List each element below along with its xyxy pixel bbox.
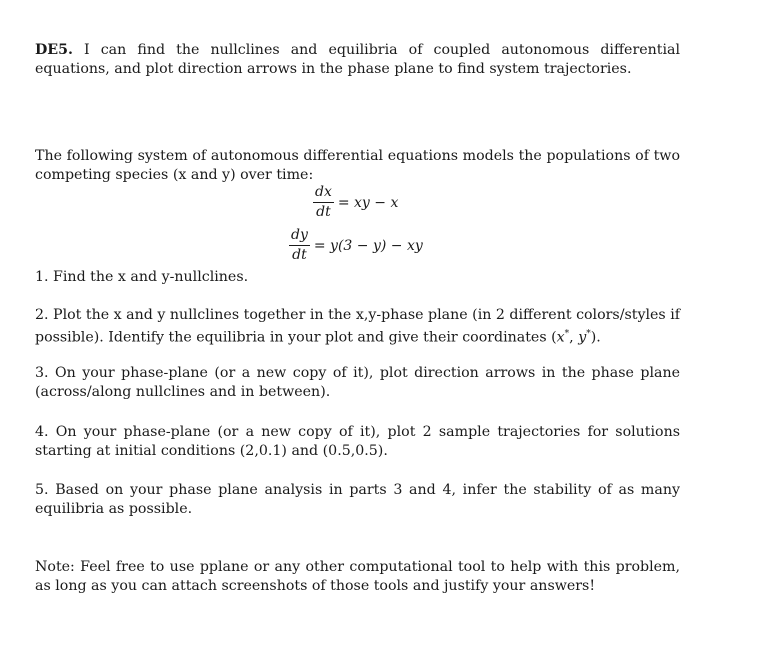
question-2-text: 2. Plot the x and y nullclines together in the x,y-phase plane (in 2 different colors/styles if possible). Identify the equilibria in your plot and give their coordinates ( <box>35 307 680 346</box>
fraction-dx-dt <box>313 184 334 221</box>
header-objective <box>35 41 680 79</box>
question-5: 5. Based on your phase plane analysis in parts 3 and 4, infer the stability of as many equilibria as possible. <box>35 482 680 517</box>
objective-code: DE5. <box>35 42 73 58</box>
question-4: 4. On your phase-plane (or a new copy of it), plot 2 sample trajectories for solutions starting at initial conditions (2,0.1) and (0.5,0.5). <box>35 424 680 459</box>
equation-dx-dt <box>313 184 398 221</box>
star-y: * <box>586 329 591 339</box>
question-1: 1. Find the x and y-nullclines. <box>35 269 249 285</box>
coord-y: y <box>578 329 587 346</box>
equation-rhs: = y(3 − y) − xy <box>313 237 423 254</box>
note-text: Note: Feel free to use pplane or any other computational tool to help with this problem, as long as you can attach screenshots of those tools and justify your answers! <box>35 559 680 594</box>
question-2 <box>35 306 680 348</box>
coord-x: x <box>556 329 565 346</box>
intro-text: The following system of autonomous differential equations models the populations of two competing species (x and y) over time: <box>35 148 680 183</box>
fraction-denominator: dt <box>316 204 331 220</box>
fraction-numerator: dy <box>289 227 310 246</box>
fraction-dy-dt <box>289 227 310 264</box>
star-x: * <box>564 329 570 339</box>
equation-dy-dt <box>289 227 423 264</box>
coord-sep: , <box>569 329 579 346</box>
question-2-end: ). <box>590 329 601 346</box>
fraction-denominator: dt <box>292 247 307 263</box>
fraction-numerator: dx <box>313 184 334 203</box>
question-3: 3. On your phase-plane (or a new copy of it), plot direction arrows in the phase plane (across/along nullclines and in between). <box>35 365 680 400</box>
objective-text: I can find the nullclines and equilibria of coupled autonomous differential equations, and plot direction arrows in the phase plane to find system trajectories. <box>35 42 681 77</box>
equation-rhs: = xy − x <box>337 194 399 211</box>
